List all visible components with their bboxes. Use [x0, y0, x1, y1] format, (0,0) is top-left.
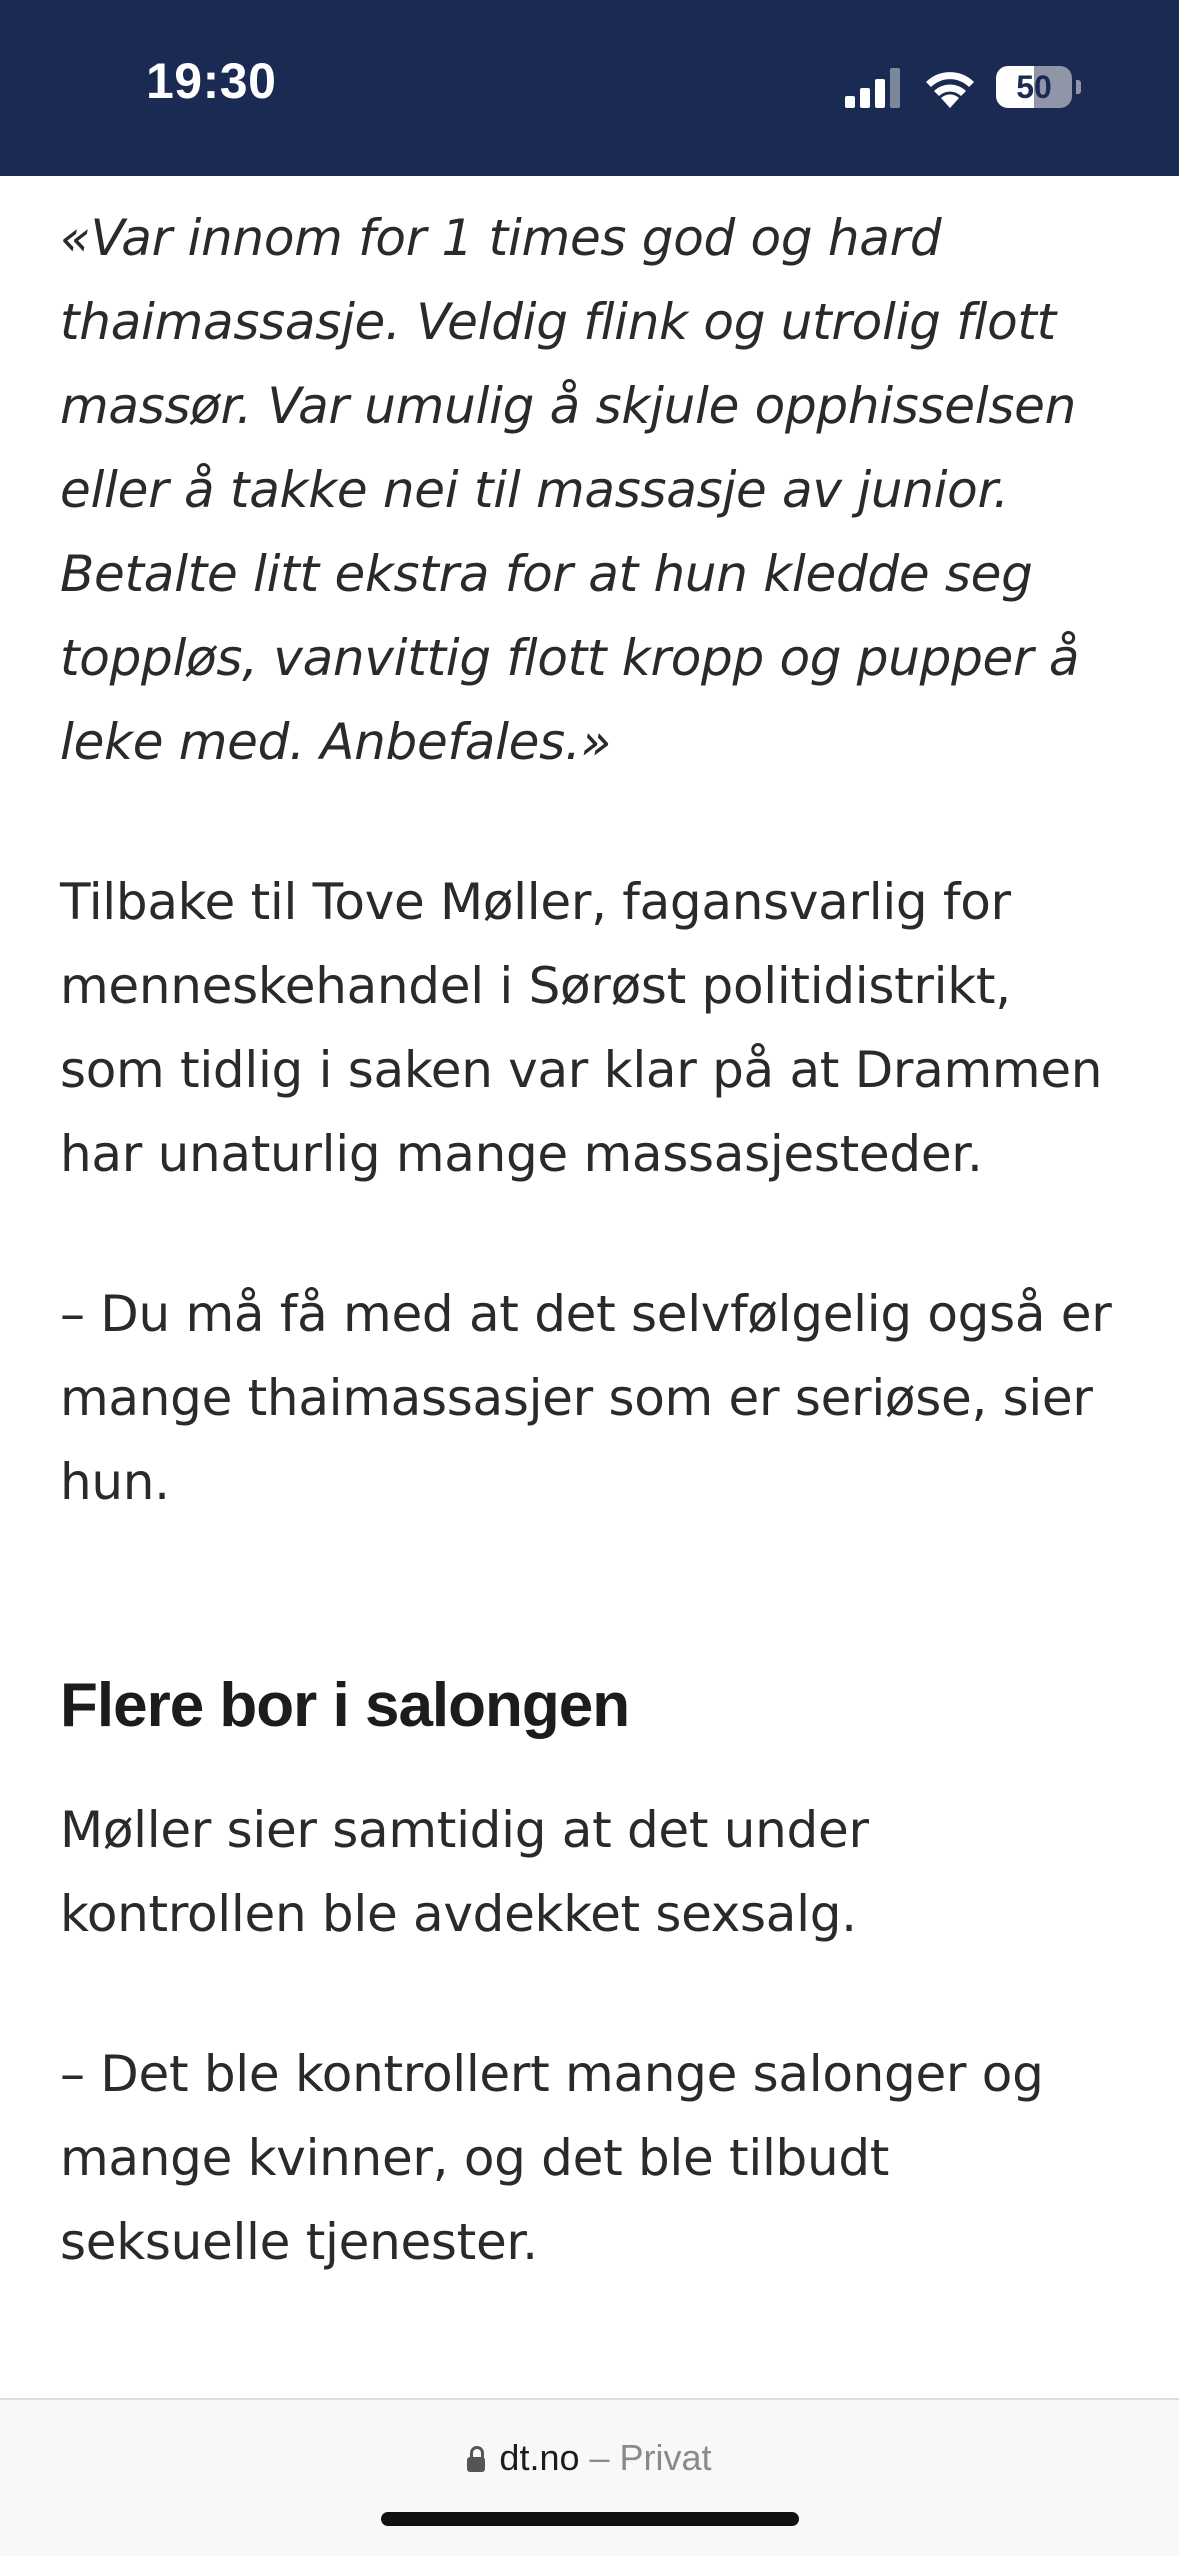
status-bar [0, 0, 1179, 176]
private-mode-label: Privat [619, 2437, 712, 2478]
article-paragraph: Tilbake til Tove Møller, fagansvarlig for menneskehandel i Sørøst politidistrikt, som tidlig i saken var klar på at Drammen har unaturlig mange massasjesteder. [60, 873, 1103, 1183]
url-separator: – [579, 2437, 620, 2478]
article-body [60, 196, 1120, 2284]
url-display[interactable] [0, 2436, 1179, 2480]
review-quote: «Var innom for 1 times god og hard thaimassasje. Veldig flink og utrolig flott massør. Var umulig å skjule opphisselsen eller å takke nei til massasje av junior. Betalte litt ekstra for at hun kledde seg toppløs, vanvittig flott kropp og pupper å leke med. Anbefales.» [60, 209, 1080, 771]
battery-icon [996, 66, 1082, 108]
wifi-icon [922, 64, 978, 108]
status-time: 19:30 [146, 53, 277, 109]
browser-url-bar[interactable] [0, 2398, 1179, 2556]
url-domain: dt.no [499, 2437, 580, 2478]
section-heading: Flere bor i salongen [60, 1671, 630, 1740]
signal-icon [845, 68, 901, 108]
article-paragraph: Møller sier samtidig at det under kontrollen ble avdekket sexsalg. [60, 1801, 869, 1943]
article-paragraph: – Du må få med at det selvfølgelig også er mange thaimassasjer som er seriøse, sier hun. [60, 1285, 1112, 1511]
article-paragraph: – Det ble kontrollert mange salonger og mange kvinner, og det ble tilbudt seksuelle tjenester. [60, 2045, 1044, 2271]
battery-level: 50 [1016, 69, 1052, 105]
home-indicator[interactable] [381, 2512, 799, 2526]
lock-icon [467, 2446, 485, 2472]
